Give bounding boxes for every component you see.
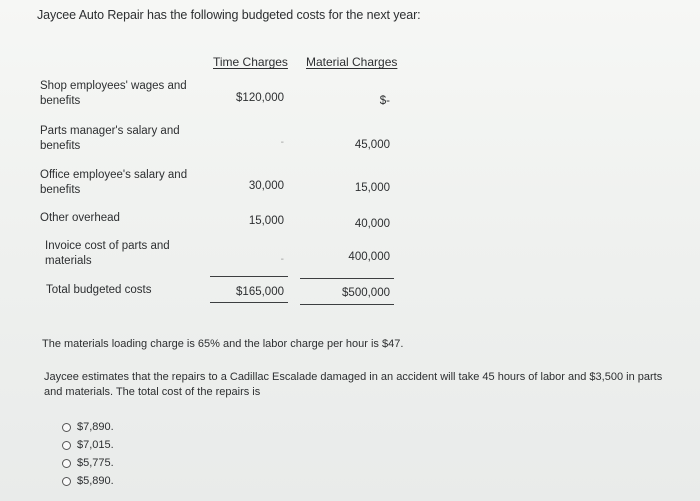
answer-option-a[interactable]: [62, 418, 114, 436]
row-other-overhead-material: 40,000: [354, 218, 390, 230]
row-other-overhead-time: 15,000: [248, 215, 284, 227]
row-invoice-cost-time: -: [280, 254, 284, 265]
material-subtotal-rule: [300, 278, 394, 279]
question-text: Jaycee estimates that the repairs to a Cadillac Escalade damaged in an accident will take 45 hours of labor and $3,500 in parts and materials. The total cost of the repairs is: [44, 371, 663, 398]
row-parts-manager-material: 45,000: [354, 139, 390, 151]
material-total-rule: [300, 304, 394, 305]
answer-option-b-label: $7,015.: [77, 439, 114, 451]
answer-option-c[interactable]: [62, 454, 114, 472]
row-label-total: Total budgeted costs: [46, 284, 152, 296]
time-subtotal-rule: [210, 276, 288, 277]
material-charges-header: Material Charges: [306, 55, 398, 69]
time-charges-header: Time Charges: [213, 55, 288, 69]
answer-option-d-label: $5,890.: [77, 475, 114, 487]
row-parts-manager-time: -: [280, 137, 284, 148]
intro-text: Jaycee Auto Repair has the following budgeted costs for the next year:: [37, 8, 421, 22]
radio-button-icon[interactable]: [62, 441, 71, 450]
answer-option-b[interactable]: [62, 436, 114, 454]
row-label-invoice-cost: Invoice cost of parts and materials: [45, 240, 170, 267]
total-time-charges: $165,000: [236, 286, 284, 298]
radio-button-icon[interactable]: [62, 477, 71, 486]
row-label-office-employee: Office employee's salary and benefits: [40, 169, 188, 196]
answer-option-d[interactable]: [62, 472, 114, 490]
row-office-employee-material: 15,000: [354, 182, 390, 194]
answer-option-a-label: $7,890.: [77, 421, 114, 433]
row-label-parts-manager: Parts manager's salary and benefits: [40, 125, 180, 152]
time-total-rule: [210, 302, 288, 303]
row-label-other-overhead: Other overhead: [40, 212, 120, 224]
radio-button-icon[interactable]: [62, 459, 71, 468]
row-invoice-cost-material: 400,000: [348, 251, 390, 263]
radio-button-icon[interactable]: [62, 423, 71, 432]
row-label-shop-wages: Shop employees' wages and benefits: [40, 80, 187, 107]
answer-options: [62, 418, 114, 490]
row-shop-wages-time: $120,000: [236, 92, 284, 104]
row-shop-wages-material: $-: [379, 95, 390, 107]
answer-option-c-label: $5,775.: [77, 457, 114, 469]
loading-charge-text: The materials loading charge is 65% and the labor charge per hour is $47.: [42, 338, 404, 350]
row-office-employee-time: 30,000: [248, 180, 284, 192]
total-material-charges: $500,000: [342, 287, 390, 299]
